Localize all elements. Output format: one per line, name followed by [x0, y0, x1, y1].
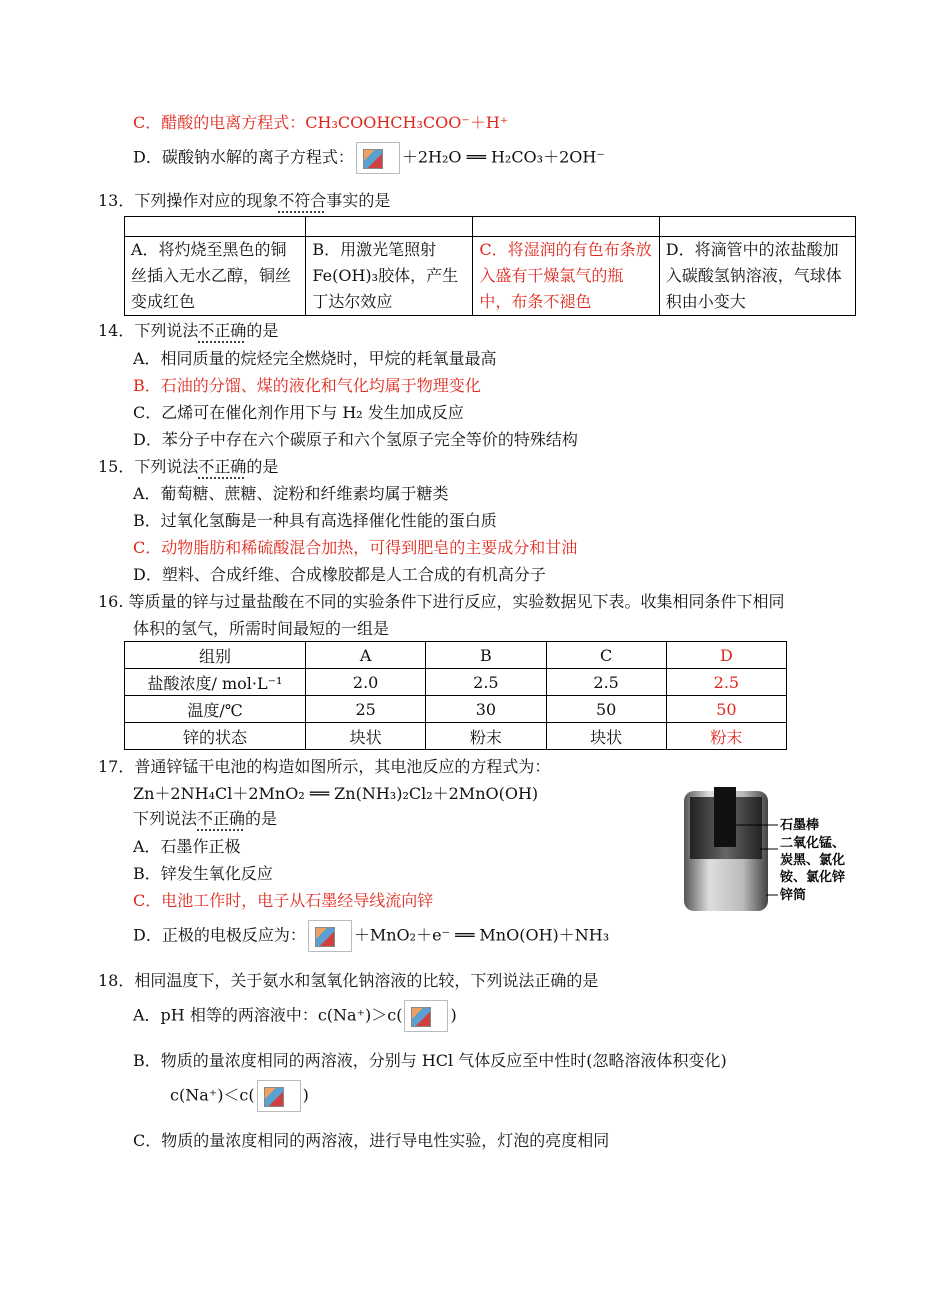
table-row: [125, 669, 787, 696]
table-cell: 50: [546, 696, 666, 723]
table-row: [125, 723, 787, 750]
table-cell: 温度/℃: [125, 696, 306, 723]
q13-option-b: B．用激光笔照射Fe(OH)₃胶体，产生丁达尔效应: [306, 237, 473, 316]
q13-option-a: A．将灼烧至黑色的铜丝插入无水乙醇，铜丝变成红色: [125, 237, 306, 316]
table-cell: 25: [306, 696, 426, 723]
q15-option-d: D．塑料、合成纤维、合成橡胶都是人工合成的有机高分子: [133, 565, 546, 584]
q13-image-cell: [306, 217, 473, 237]
label-paste-1: 二氧化锰、: [780, 836, 846, 851]
q17-option-d: D．正极的电极反应为： ＋MnO₂＋e⁻ ══ MnO(OH)＋NH₃: [133, 920, 609, 952]
q13-option-d: D．将滴管中的浓盐酸加入碳酸氢钠溶液，气球体积由小变大: [659, 237, 855, 316]
q15-option-c: C．动物脂肪和稀硫酸混合加热，可得到肥皂的主要成分和甘油: [133, 538, 578, 557]
table-cell: B: [426, 642, 546, 669]
table-row: [125, 696, 787, 723]
q13-table: [124, 216, 856, 316]
q12-option-d: [133, 142, 605, 174]
label-paste-2: 炭黑、氯化: [780, 853, 846, 868]
q13-image-cell: [659, 217, 855, 237]
q16-stem-line1: 16. 等质量的锌与过量盐酸在不同的实验条件下进行反应，实验数据见下表。收集相同条件下相同: [98, 592, 785, 611]
q18-option-a: A．pH 相等的两溶液中：c(Na⁺)＞c( ): [133, 1000, 457, 1032]
q14-option-b: B．石油的分馏、煤的液化和气化均属于物理变化: [133, 376, 481, 395]
q12-d-text: D．碳酸钠水解的离子方程式：: [133, 147, 354, 167]
q18-option-c: C．物质的量浓度相同的两溶液，进行导电性实验，灯泡的亮度相同: [133, 1131, 610, 1150]
q13-option-c: C．将湿润的有色布条放入盛有干燥氯气的瓶中，布条不褪色: [473, 237, 659, 316]
table-row: [125, 642, 787, 669]
q18-option-b-line1: B．物质的量浓度相同的两溶液，分别与 HCl 气体反应至中性时(忽略溶液体积变化): [133, 1051, 727, 1070]
broken-image-icon: [356, 142, 400, 174]
table-cell: 盐酸浓度/ mol·L⁻¹: [125, 669, 306, 696]
table-cell: 30: [426, 696, 546, 723]
q17-option-c: C．电池工作时，电子从石墨经导线流向锌: [133, 891, 434, 910]
table-cell: 组别: [125, 642, 306, 669]
table-cell: 2.5: [546, 669, 666, 696]
broken-image-icon: [308, 920, 352, 952]
q17-equation: Zn＋2NH₄Cl＋2MnO₂ ══ Zn(NH₃)₂Cl₂＋2MnO(OH): [133, 784, 539, 803]
q16-table: [124, 641, 787, 750]
broken-image-icon: [257, 1080, 301, 1112]
table-cell: 2.5: [426, 669, 546, 696]
q15-option-b: B．过氧化氢酶是一种具有高选择催化性能的蛋白质: [133, 511, 497, 530]
broken-image-icon: [404, 1000, 448, 1032]
q13-stem: 13．下列操作对应的现象不符合事实的是: [98, 191, 391, 210]
q16-stem-line2: 体积的氢气，所需时间最短的一组是: [133, 619, 390, 638]
label-zinc: 锌筒: [780, 888, 807, 903]
q15-option-a: A．葡萄糖、蔗糖、淀粉和纤维素均属于糖类: [133, 484, 449, 503]
q15-stem: 15．下列说法不正确的是: [98, 457, 279, 476]
q12-option-c: C．醋酸的电离方程式：CH₃COOHCH₃COO⁻＋H⁺: [133, 113, 509, 132]
q17-sub-stem: 下列说法不正确的是: [133, 809, 278, 828]
table-cell: 锌的状态: [125, 723, 306, 750]
label-paste-3: 铵、氯化锌: [780, 870, 846, 885]
q17-option-b: B．锌发生氧化反应: [133, 864, 273, 883]
table-cell: 粉末: [426, 723, 546, 750]
q18-option-b-line2: c(Na⁺)＜c( ): [170, 1080, 309, 1112]
q13-image-cell: [473, 217, 659, 237]
table-cell: 50: [666, 696, 786, 723]
battery-diagram: [680, 785, 860, 915]
table-cell: C: [546, 642, 666, 669]
graphite-rod: [714, 787, 736, 847]
table-cell: 块状: [306, 723, 426, 750]
q17-option-a: A．石墨作正极: [133, 837, 241, 856]
table-cell: A: [306, 642, 426, 669]
q18-stem: 18．相同温度下，关于氨水和氢氧化钠溶液的比较，下列说法正确的是: [98, 971, 599, 990]
q12-d-eq: ＋2H₂O ══ H₂CO₃＋2OH⁻: [401, 147, 605, 167]
q14-stem: 14．下列说法不正确的是: [98, 321, 279, 340]
table-cell: 2.0: [306, 669, 426, 696]
table-cell: 块状: [546, 723, 666, 750]
label-graphite: 石墨棒: [780, 818, 820, 833]
q13-image-cell: [125, 217, 306, 237]
table-cell: D: [666, 642, 786, 669]
q17-stem: 17．普通锌锰干电池的构造如图所示，其电池反应的方程式为：: [98, 757, 551, 776]
table-cell: 2.5: [666, 669, 786, 696]
q14-option-a: A．相同质量的烷烃完全燃烧时，甲烷的耗氧量最高: [133, 349, 497, 368]
q14-option-c: C．乙烯可在催化剂作用下与 H₂ 发生加成反应: [133, 403, 464, 422]
table-cell: 粉末: [666, 723, 786, 750]
q14-option-d: D．苯分子中存在六个碳原子和六个氢原子完全等价的特殊结构: [133, 430, 578, 449]
